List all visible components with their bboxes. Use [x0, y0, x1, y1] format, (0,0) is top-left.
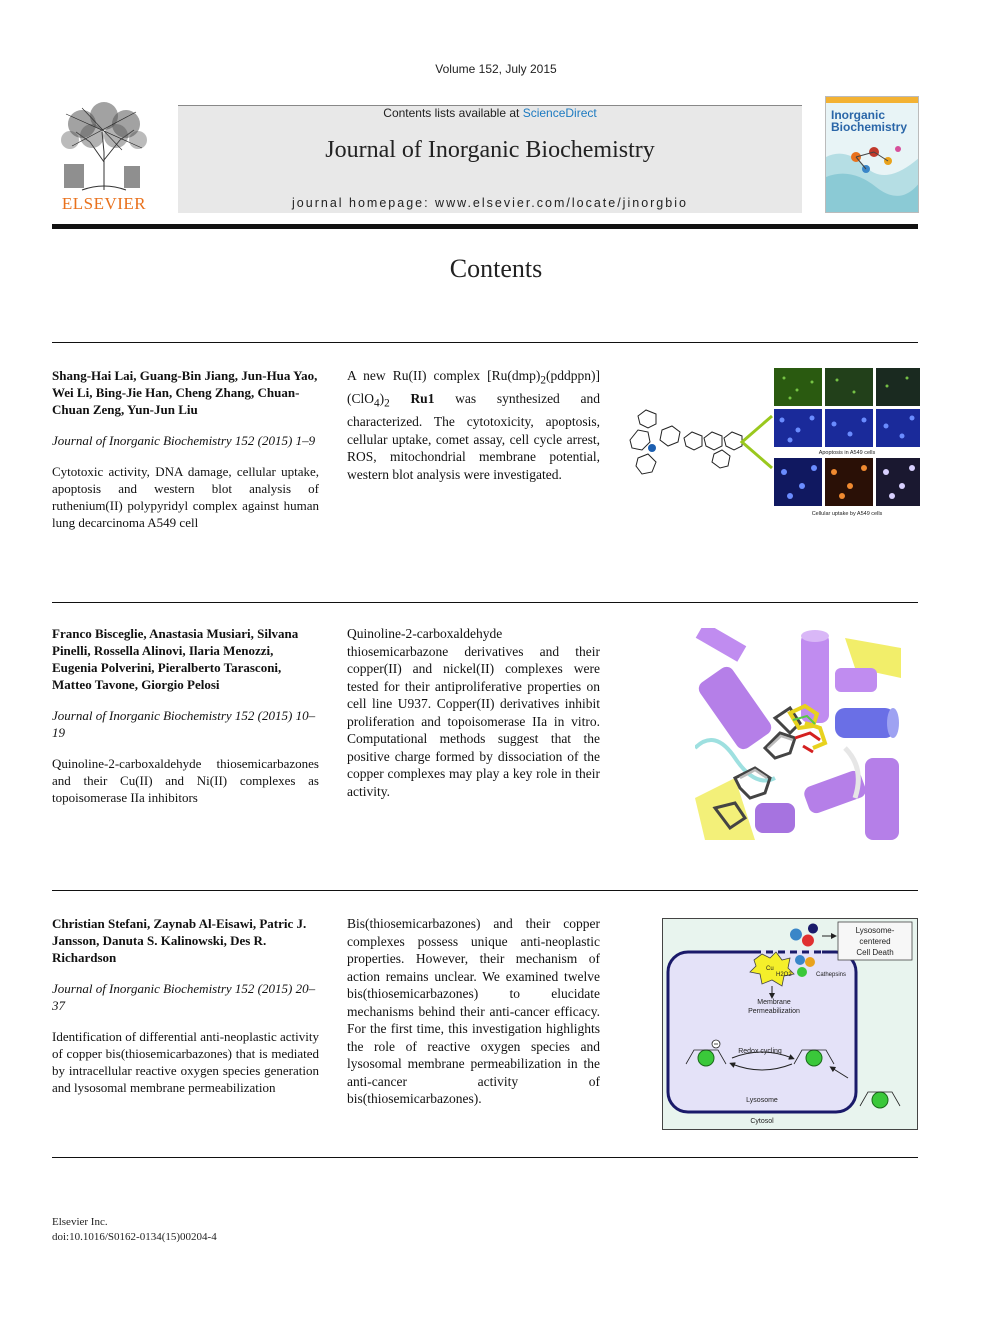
cu-complex-left	[698, 1050, 714, 1066]
label-lysosome: Lysosome	[746, 1097, 778, 1104]
article-authors: Christian Stefani, Zaynab Al-Eisawi, Patric J. Jansson, Danuta S. Kalinowski, Des R. Richardson	[52, 916, 307, 965]
bracket-arrow	[742, 416, 772, 468]
label-permeabilization: Permeabilization	[748, 1008, 800, 1015]
graphical-abstract-2[interactable]	[695, 628, 901, 840]
article-title: Cytotoxic activity, DNA damage, cellular uptake, apoptosis and western blot analysis of ruthenium(II) polypyridyl complex against human lung decarcinoma A549 cell	[52, 464, 319, 530]
volume-line: Volume 152, July 2015	[435, 62, 557, 76]
article-abstract-3: Bis(thiosemicarbazones) and their copper complexes possess unique anti-neoplastic properties. However, their mechanism of action remains unclear. We examined twelve bis(thiosemicarbazones) to elucidate mechanisms behind their anti-cancer efficacy. For the first time, this investigation highlights the role of reactive oxygen species and lysosomal membrane permeabilization in the anti-cancer activity of bis(thiosemicarbazones).	[347, 916, 600, 1106]
article-title: Quinoline-2-carboxaldehyde thiosemicarbazones and their Cu(II) and Ni(II) complexes as topoisomerase IIa inhibitors	[52, 756, 319, 805]
abstract-subscript: 2	[540, 374, 546, 387]
article-entry-1	[52, 367, 319, 531]
graphic-caption-uptake: Cellular uptake by A549 cells	[811, 511, 883, 517]
article-citation-link[interactable]: Journal of Inorganic Biochemistry 152 (2015) 10–19	[52, 708, 316, 740]
journal-title: Journal of Inorganic Biochemistry	[325, 137, 655, 163]
label-cell-death-2: centered	[859, 937, 891, 946]
cover-title-line1: Inorganic	[831, 108, 886, 122]
section-rule	[52, 890, 918, 891]
article-citation-link[interactable]: Journal of Inorganic Biochemistry 152 (2015) 20–37	[52, 981, 316, 1013]
article-abstract-1: A new Ru(II) complex $[Ru(dmp)_2(pddppn)](ClO_4)_2$ Ru1 was synthesized and characterized. The cytotoxicity, apoptosis, cellular uptake, comet assay, cell cycle arrest, ROS, mitochondrial membrane potential, western blot analysis were investigated.	[347, 368, 600, 482]
header-rule	[52, 224, 918, 229]
article-entry-2	[52, 625, 319, 806]
cu-complex-outside	[872, 1092, 888, 1108]
label-cell-death-1: Lysosome-	[855, 926, 895, 935]
abstract-text: was synthesized and characterized. The cytotoxicity, apoptosis, cellular uptake, comet assay, cell cycle arrest, ROS, mitochondrial membrane potential, western blot analysis were investigated.	[347, 391, 600, 482]
article-abstract-2: Quinoline-2-carboxaldehyde thiosemicarbazone derivatives and their copper(II) and nickel(II) complexes were tested for their antiproliferative properties on cell line U937. Copper(II) derivatives inhibit proliferation and topoisomerase IIa in vitro. Computational methods suggest that the positive charge formed by dissociation of the copper complexes may play a key role in their activity.	[347, 626, 600, 799]
contents-prefix: Contents lists available at	[383, 106, 523, 120]
label-cathepsins: Cathepsins	[816, 972, 847, 978]
article-citation-link[interactable]: Journal of Inorganic Biochemistry 152 (2015) 1–9	[52, 433, 316, 448]
graphical-abstract-1-image	[622, 368, 920, 518]
protein-structure-image	[695, 628, 901, 840]
article-title: Identification of differential anti-neoplastic activity of copper bis(thiosemicarbazones) that is mediated by intracellular reactive oxygen species generation and lysosomal membrane permeabilization	[52, 1029, 319, 1095]
abstract-subscript: 4	[374, 397, 380, 410]
burst-label-cu: Cu	[766, 966, 774, 972]
journal-masthead	[178, 105, 802, 213]
section-rule	[52, 342, 918, 343]
publisher-wordmark: ELSEVIER	[61, 194, 147, 213]
sciencedirect-link[interactable]: ScienceDirect	[522, 106, 597, 120]
page-title: Contents	[449, 254, 543, 283]
abstract-compound-name: Ru1	[410, 391, 435, 407]
cover-title-line2: Biochemistry	[831, 120, 908, 134]
label-membrane: Membrane	[757, 999, 791, 1006]
page-footer	[52, 1215, 217, 1245]
journal-homepage-link[interactable]: journal homepage: www.elsevier.com/locate/jinorgbio	[292, 196, 688, 210]
section-rule	[52, 602, 918, 603]
graphical-abstract-1[interactable]	[622, 368, 920, 518]
cu-complex-right	[806, 1050, 822, 1066]
elsevier-logo[interactable]	[52, 102, 156, 214]
label-redox: Redox cycling	[738, 1048, 782, 1055]
abstract-text: A new Ru(II) complex [Ru(dmp)	[347, 368, 541, 383]
article-entry-3	[52, 915, 319, 1096]
footer-doi-link[interactable]: doi:10.1016/S0162-0134(15)00204-4	[52, 1231, 217, 1243]
molecule-structure	[630, 410, 742, 474]
label-cell-death-3: Cell Death	[856, 948, 894, 957]
elsevier-tree-icon	[52, 102, 156, 194]
cover-artwork-icon	[826, 97, 919, 213]
graphic-caption-apoptosis: Apoptosis in A549 cells	[818, 450, 876, 456]
journal-cover-thumbnail[interactable]	[825, 96, 919, 213]
mechanism-diagram	[662, 918, 918, 1130]
abstract-subscript: 2	[384, 397, 390, 410]
ru-atom	[648, 444, 656, 452]
footer-publisher: Elsevier Inc.	[52, 1216, 108, 1228]
burst-label-h2o2: H2O2	[776, 972, 792, 978]
section-rule	[52, 1157, 918, 1158]
abstract-text: (pddppn)](ClO	[347, 368, 600, 407]
label-cytosol: Cytosol	[750, 1118, 774, 1125]
contents-availability	[178, 105, 802, 121]
article-authors: Franco Bisceglie, Anastasia Musiari, Silvana Pinelli, Rossella Alinovi, Ilaria Menozzi, Eugenia Polverini, Pieralberto Tarasconi, Matteo Tavone, Giorgio Pelosi	[52, 626, 299, 692]
article-authors: Shang-Hai Lai, Guang-Bin Jiang, Jun-Hua Yao, Wei Li, Bing-Jie Han, Cheng Zhang, Chuan-Chuan Zeng, Yun-Jun Liu	[52, 368, 318, 417]
graphical-abstract-3[interactable]	[662, 918, 918, 1130]
